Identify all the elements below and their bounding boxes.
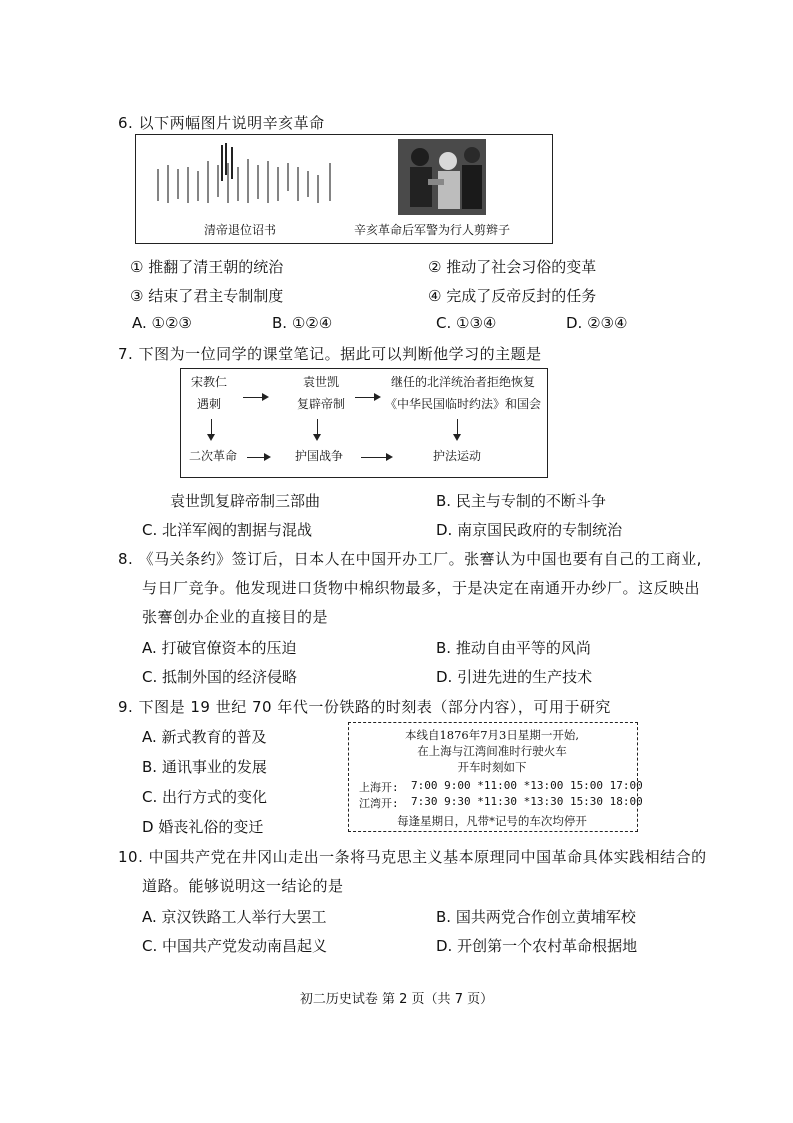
flow-beiyang-refuse: 继任的北洋统治者拒绝恢复 《中华民国临时约法》和国会 [384,375,541,411]
q10-option-d[interactable]: D. 开创第一个农村革命根据地 [436,937,638,955]
q7-option-b[interactable]: B. 民主与专制的不断斗争 [436,492,606,510]
q10-stem-line-1: 10. 中国共产党在井冈山走出一条将马克思主义基本原理同中国革命具体实践相结合的 [118,848,707,866]
q6-statement-2: ② 推动了社会习俗的变革 [428,258,597,276]
q6-stem: 6. 以下两幅图片说明辛亥革命 [118,114,325,132]
flow-yuan-restoration: 袁世凯 复辟帝制 [296,375,345,411]
q6-image-box [135,134,553,244]
q9-stem: 9. 下图是 19 世纪 70 年代一份铁路的时刻表（部分内容），可用于研究 [118,698,611,716]
timetable-row-shanghai-times: 7:00 9:00 *11:00 *13:00 15:00 17:00 [411,779,643,792]
q9-option-b[interactable]: B. 通讯事业的发展 [142,758,267,776]
q6-option-c[interactable]: C. ①③④ [436,314,497,332]
q9-option-c[interactable]: C. 出行方式的变化 [142,788,268,806]
q7-option-d[interactable]: D. 南京国民政府的专制统治 [436,521,623,539]
abdication-edict-image [146,141,346,213]
q9-option-d[interactable]: D 婚丧礼俗的变迁 [142,818,264,836]
timetable-footer: 每逢星期日，凡带*记号的车次均停开 [397,814,587,828]
arrow-right-1 [243,397,267,398]
q6-caption-right: 辛亥革命后军警为行人剪辫子 [354,223,511,237]
q7-flowchart [180,368,548,478]
timetable-line-1: 本线自1876年7月3日星期一开始, [404,728,580,742]
q6-option-d[interactable]: D. ②③④ [566,314,628,332]
q10-stem-line-2: 道路。能够说明这一结论的是 [142,877,344,895]
q8-stem-line-3: 张謇创办企业的直接目的是 [142,608,329,626]
timetable-line-2: 在上海与江湾间准时行驶火车 [417,744,567,758]
flow-constitution-protection: 护法运动 [432,449,481,463]
q8-option-c[interactable]: C. 抵制外国的经济侵略 [142,668,298,686]
timetable-line-3: 开车时刻如下 [457,760,527,774]
arrow-right-2 [355,397,379,398]
q8-option-b[interactable]: B. 推动自由平等的风尚 [436,639,591,657]
q10-option-a[interactable]: A. 京汉铁路工人举行大罢工 [142,908,327,926]
timetable-row-shanghai-label: 上海开: [359,781,399,794]
flow-song-jiaoren: 宋教仁 遇刺 [190,375,227,411]
q6-option-a[interactable]: A. ①②③ [132,314,192,332]
q7-stem: 7. 下图为一位同学的课堂笔记。据此可以判断他学习的主题是 [118,345,542,363]
q8-stem-line-2: 与日厂竞争。他发现进口货物中棉织物最多，于是决定在南通开办纱厂。这反映出 [142,579,701,597]
q9-option-a[interactable]: A. 新式教育的普及 [142,728,267,746]
q6-option-b[interactable]: B. ①②④ [272,314,333,332]
queue-cutting-photo [398,139,486,215]
flow-national-protection-war: 护国战争 [294,449,343,463]
timetable-row-jiangwan-label: 江湾开: [359,797,399,810]
q8-option-d[interactable]: D. 引进先进的生产技术 [436,668,593,686]
q6-statement-1: ① 推翻了清王朝的统治 [130,258,284,276]
q7-option-a[interactable]: 袁世凯复辟帝制三部曲 [170,492,321,510]
q6-statement-3: ③ 结束了君主专制制度 [130,287,284,305]
arrow-down-1 [211,419,212,439]
arrow-right-4 [361,457,391,458]
arrow-down-2 [317,419,318,439]
q8-stem-line-1: 8. 《马关条约》签订后，日本人在中国开办工厂。张謇认为中国也要有自己的工商业, [118,550,702,568]
q8-option-a[interactable]: A. 打破官僚资本的压迫 [142,639,297,657]
q7-option-c[interactable]: C. 北洋军阀的割据与混战 [142,521,313,539]
arrow-right-3 [247,457,269,458]
railway-timetable [348,722,643,832]
q10-option-c[interactable]: C. 中国共产党发动南昌起义 [142,937,328,955]
arrow-down-3 [457,419,458,439]
timetable-row-jiangwan-times: 7:30 9:30 *11:30 *13:30 15:30 18:00 [411,795,643,808]
flow-second-revolution: 二次革命 [188,449,237,463]
page-footer: 初二历史试卷 第 2 页（共 7 页） [299,992,494,1007]
q10-option-b[interactable]: B. 国共两党合作创立黄埔军校 [436,908,636,926]
q6-caption-left: 清帝退位诏书 [204,223,277,237]
q6-statement-4: ④ 完成了反帝反封的任务 [428,287,597,305]
